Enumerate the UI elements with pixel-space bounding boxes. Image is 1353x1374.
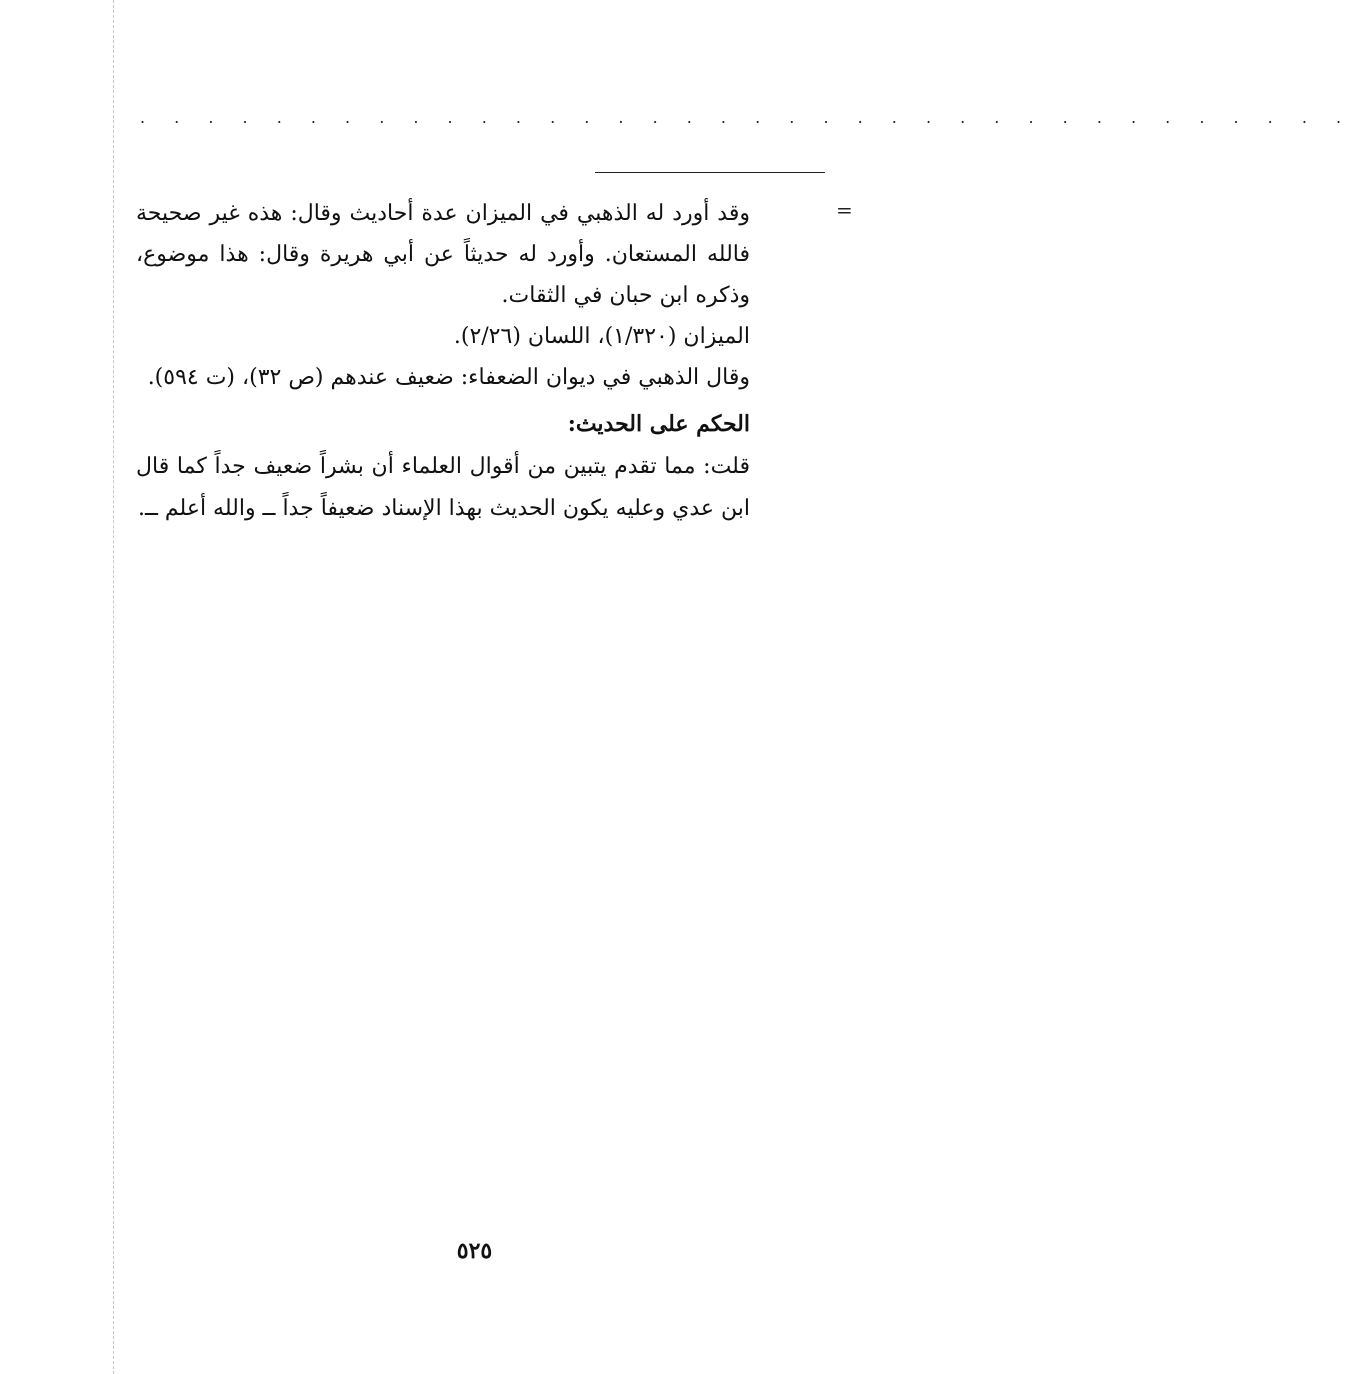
ruling-section (136, 402, 750, 530)
footnote-paragraph-1: وقد أورد له الذهبي في الميزان عدة أحاديث وقال: هذه غير صحيحة فالله المستعان. وأورد له حديثاً عن أبي هريرة وقال: هذا موضوع، وذكره ابن حبان في الثقات. (136, 201, 750, 308)
footnote-block (136, 193, 750, 398)
scan-edge-line (113, 0, 114, 1374)
dotted-separator: . . . . . . . . . . . . . . . . . . . . . . . . . . . . . . . . . . . . (140, 108, 1353, 127)
ruling-heading: الحكم على الحديث: (567, 411, 750, 437)
footnote-dhahabi-line: وقال الذهبي في ديوان الضعفاء: ضعيف عندهم (ص ٣٢)، (ت ٥٩٤). (147, 365, 750, 390)
footnote-reference-line: الميزان (١/٣٢٠)، اللسان (٢/٢٦). (453, 324, 750, 349)
ruling-body: قلت: مما تقدم يتبين من أقوال العلماء أن بشراً ضعيف جداً كما قال ابن عدي وعليه يكون الحديث بهذا الإسناد ضعيفاً جداً ــ والله أعلم ــ. (136, 454, 750, 521)
footnote-rule (595, 172, 825, 173)
page-number: ٥٢٥ (456, 1238, 493, 1264)
continuation-mark: = (836, 198, 853, 222)
